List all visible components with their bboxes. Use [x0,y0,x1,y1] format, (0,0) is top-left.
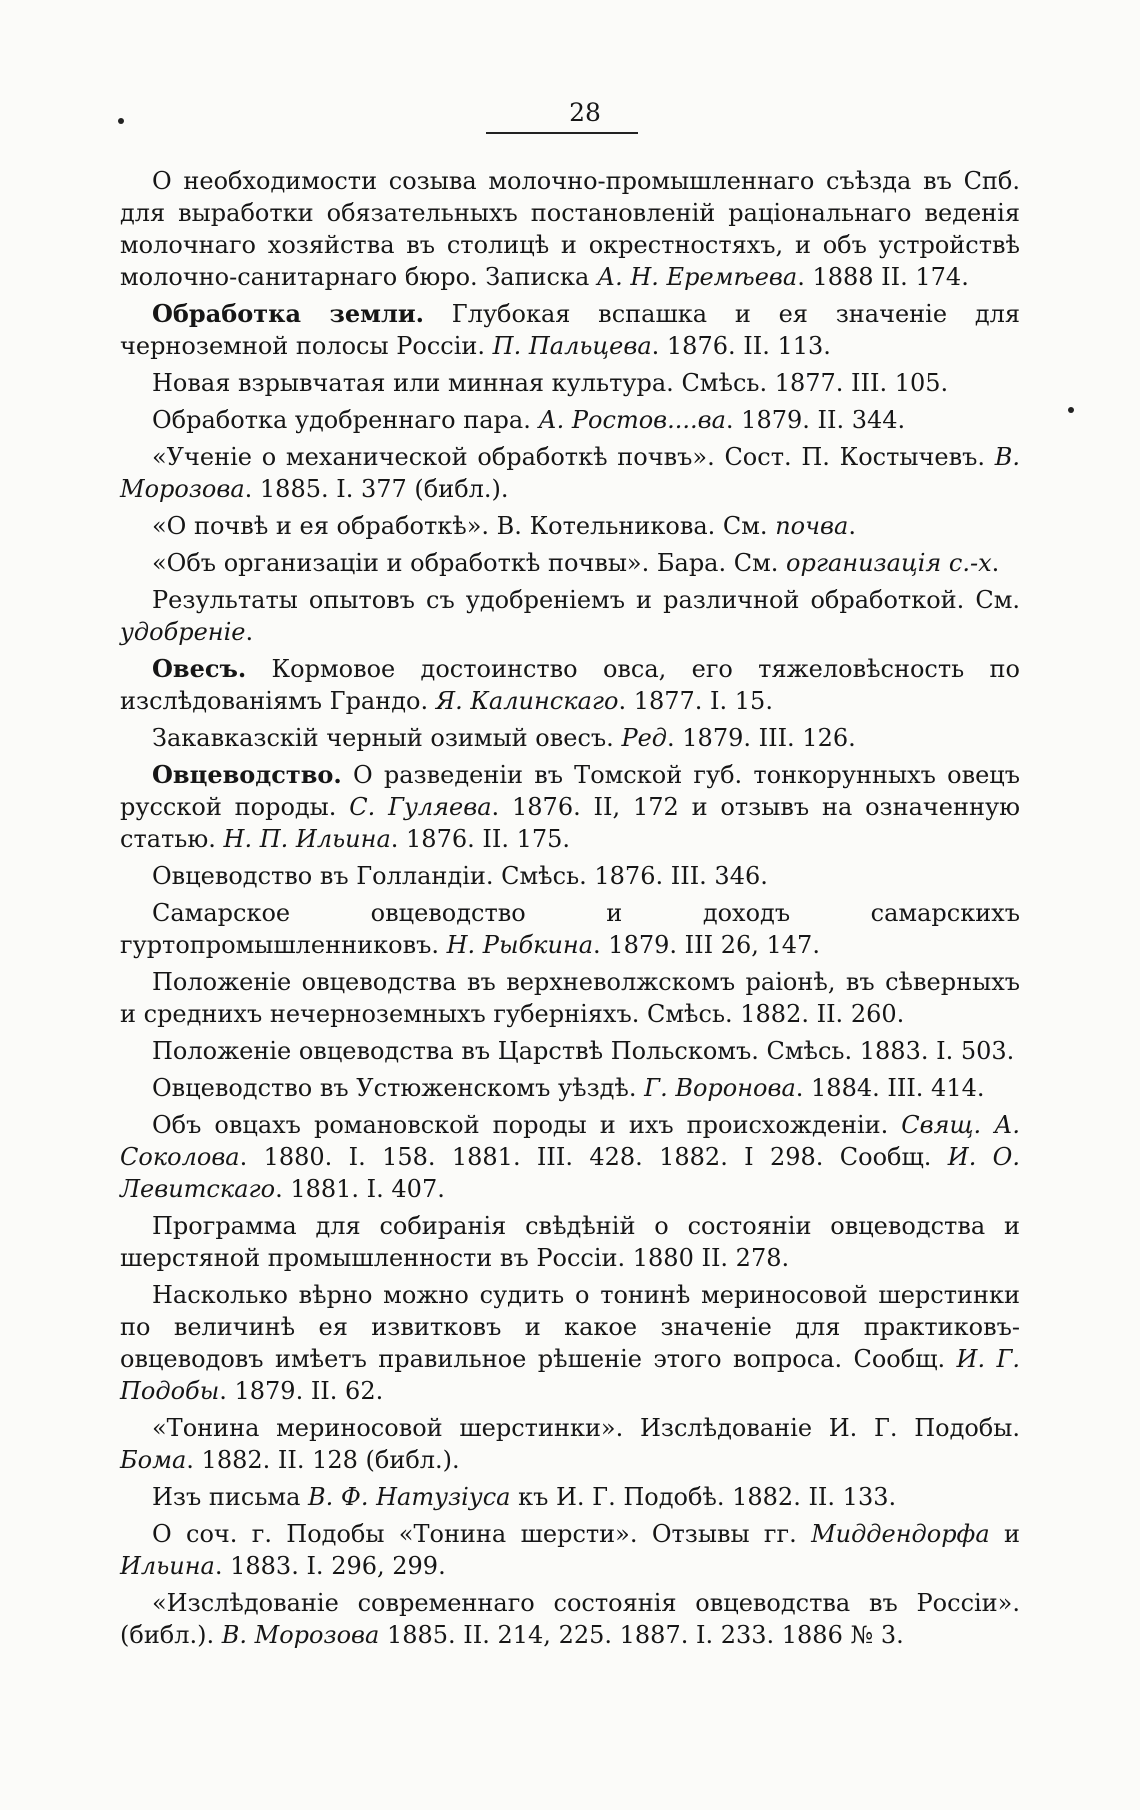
entry: Программа для собиранія свѣдѣній о состояніи овцеводства и шерстяной промышленности въ Россіи. 1880 II. 278. [120,1212,1020,1272]
entry: «Объ организаціи и обработкѣ почвы». Бара. См. организація с.-х. [152,549,1000,577]
entry: О необходимости созыва молочно-промышленнаго съѣзда въ Спб. для выработки обязательныхъ постановленій раціональнаго веденія молочнаго хозяйства въ столицѣ и окрестностяхъ, и объ устройствѣ молочно-санитарнаго бюро. Записка А. Н. Еремѣева. 1888 II. 174. [120,167,1020,291]
margin-mark-right [1068,407,1074,413]
entry: Результаты опытовъ съ удобреніемъ и различной обработкой. См. удобреніе. [120,586,1020,646]
entry: Овесъ. Кормовое достоинство овса, его тяжеловѣсность по изслѣдованіямъ Грандо. Я. Калинскаго. 1877. I. 15. [120,654,1020,715]
section-heading: Обработка земли. [152,299,425,328]
entry: Овцеводство въ Устюженскомъ уѣздѣ. Г. Воронова. 1884. III. 414. [152,1074,985,1102]
entry: Овцеводство въ Голландіи. Смѣсь. 1876. III. 346. [152,862,768,890]
entry: «Изслѣдованіе современнаго состоянія овцеводства въ Россіи». (библ.). В. Морозова 1885. II. 214, 225. 1887. I. 233. 1886 № 3. [120,1589,1020,1649]
entry: «Ученіе о механической обработкѣ почвъ». Сост. П. Костычевъ. В. Морозова. 1885. I. 377 (библ.). [120,443,1020,503]
entry: О соч. г. Подобы «Тонина шерсти». Отзывы гг. Миддендорфа и Ильина. 1883. I. 296, 299. [120,1520,1020,1580]
page-number-rule [486,132,638,134]
margin-mark-top [118,118,124,124]
entry: «Тонина мериносовой шерстинки». Изслѣдованіе И. Г. Подобы. Бома. 1882. II. 128 (библ.). [120,1414,1020,1474]
entry: Положеніе овцеводства въ верхневолжскомъ раіонѣ, въ сѣверныхъ и среднихъ нечерноземныхъ губерніяхъ. Смѣсь. 1882. II. 260. [120,968,1020,1028]
entry: Закавказскій черный озимый овесъ. Ред. 1879. III. 126. [152,724,856,752]
page-number: 28 [569,98,601,127]
entry: Самарское овцеводство и доходъ самарскихъ гуртопромышленниковъ. Н. Рыбкина. 1879. III 26, 147. [120,899,1020,959]
entry: Овцеводство. О разведеніи въ Томской губ. тонкорунныхъ овецъ русской породы. С. Гуляева. 1876. II, 172 и отзывъ на означенную статью. Н. П. Ильина. 1876. II. 175. [120,760,1021,853]
section-heading: Овесъ. [152,654,247,683]
entry: Обработка удобреннаго пара. А. Ростов....ва. 1879. II. 344. [152,406,906,434]
entry: Объ овцахъ романовской породы и ихъ происхожденіи. Свящ. А. Соколова. 1880. I. 158. 1881. III. 428. 1882. I 298. Сообщ. И. О. Левитскаго. 1881. I. 407. [120,1111,1020,1203]
bibliography-text [120,165,1020,1656]
section-heading: Овцеводство. [152,760,342,789]
entry: Положеніе овцеводства въ Царствѣ Польскомъ. Смѣсь. 1883. I. 503. [152,1037,1015,1065]
entry: Изъ письма В. Ф. Натузіуса къ И. Г. Подобѣ. 1882. II. 133. [152,1483,897,1511]
entry: Насколько вѣрно можно судить о тонинѣ мериносовой шерстинки по величинѣ ея извитковъ и какое значеніе для практиковъ-овцеводовъ имѣетъ правильное рѣшеніе этого вопроса. Сообщ. И. Г. Подобы. 1879. II. 62. [120,1281,1020,1405]
entry: Обработка земли. Глубокая вспашка и ея значеніе для черноземной полосы Россіи. П. Пальцева. 1876. II. 113. [120,299,1020,360]
entry: «О почвѣ и ея обработкѣ». В. Котельникова. См. почва. [152,512,856,540]
entry: Новая взрывчатая или минная культура. Смѣсь. 1877. III. 105. [152,369,949,397]
